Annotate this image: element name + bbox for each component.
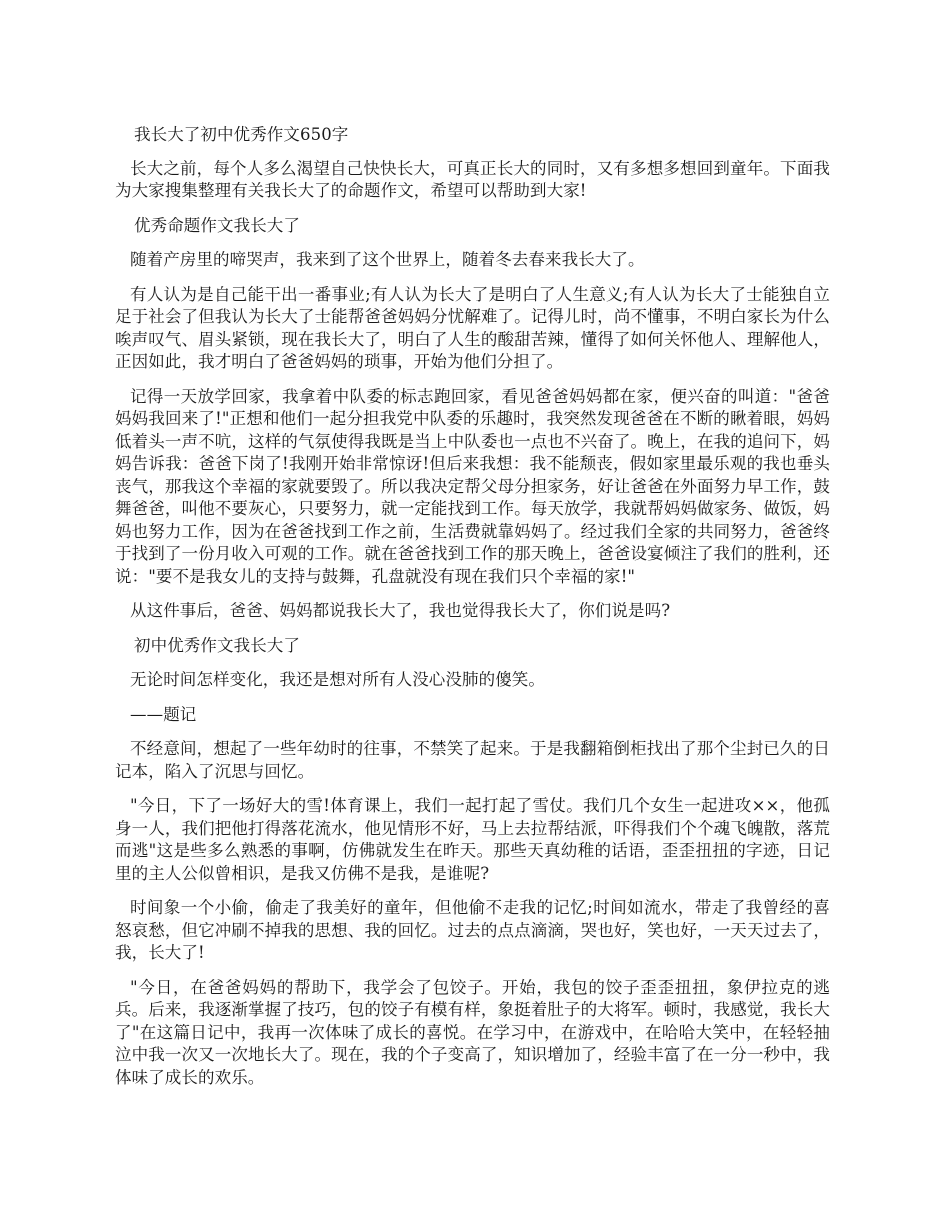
paragraph-diary: 不经意间，想起了一些年幼时的往事，不禁笑了起来。于是我翻箱倒柜找出了那个尘封已久的日记本，陷入了沉思与回忆。 [115,739,830,781]
paragraph-epigraph-source: ——题记 [130,704,197,724]
paragraph-epigraph: 无论时间怎样变化，我还是想对所有人没心没肺的傻笑。 [130,670,545,689]
paragraph-meaning: 有人认为是自己能干出一番事业;有人认为长大了是明白了人生意义;有人认为长大了士能独自立足于社会了但我认为长大了士能帮爸爸妈妈分忧解难了。记得儿时，尚不懂事，不明白家长为什么唉声叹气、眉头紧锁，现在我长大了，明白了人生的酸甜苦辣，懂得了如何关怀他人、理解他人，正因如此，我才明白了爸爸妈妈的琐事，开始为他们分担了。 [115,284,830,371]
section-heading-2: 初中优秀作文我长大了 [134,635,300,655]
document-page [115,124,830,1089]
paragraph-intro: 长大之前，每个人多么渴望自己快快长大，可真正长大的同时，又有多想多想回到童年。下面我为大家搜集整理有关我长大了的命题作文，希望可以帮助到大家! [115,158,830,200]
paragraph-time: 时间象一个小偷，偷走了我美好的童年，但他偷不走我的记忆;时间如流水，带走了我曾经的喜怒哀愁，但它冲刷不掉我的思想、我的回忆。过去的点点滴滴，哭也好，笑也好，一天天过去了，我，长大了! [115,898,830,962]
section-heading-1: 优秀命题作文我长大了 [134,215,300,235]
paragraph-after: 从这件事后，爸爸、妈妈都说我长大了，我也觉得我长大了，你们说是吗? [130,601,671,620]
paragraph-story: 记得一天放学回家，我拿着中队委的标志跑回家，看见爸爸妈妈都在家，便兴奋的叫道："爸爸妈妈我回来了!"正想和他们一起分担我党中队委的乐趣时，我突然发现爸爸在不断的瞅着眼，妈妈低着头一声不吭，这样的气氛使得我既是当上中队委也一点也不兴奋了。晚上，在我的追问下，妈妈告诉我：爸爸下岗了!我刚开始非常惊讶!但后来我想：我不能颓丧，假如家里最乐观的我也垂头丧气，那我这个幸福的家就要毁了。所以我决定帮父母分担家务，好让爸爸在外面努力早工作，鼓舞爸爸，叫他不要灰心，只要努力，就一定能找到工作。每天放学，我就帮妈妈做家务、做饭，妈妈也努力工作，因为在爸爸找到工作之前，生活费就靠妈妈了。经过我们全家的共同努力，爸爸终于找到了一份月收入可观的工作。就在爸爸找到工作的那天晚上，爸爸设宴倾注了我们的胜利，还说："要不是我女儿的支持与鼓舞，孔盘就没有现在我们只个幸福的家!" [115,386,830,586]
paragraph-birth: 随着产房里的啼哭声，我来到了这个世界上，随着冬去春来我长大了。 [130,250,645,269]
paragraph-dumplings: "今日，在爸爸妈妈的帮助下，我学会了包饺子。开始，我包的饺子歪歪扭扭，象伊拉克的逃兵。后来，我逐渐掌握了技巧，包的饺子有模有样，象挺着肚子的大将军。顿时，我感觉，我长大了"在这篇日记中，我再一次体味了成长的喜悦。在学习中，在游戏中，在哈哈大笑中，在轻轻抽泣中我一次又一次地长大了。现在，我的个子变高了，知识增加了，经验丰富了在一分一秒中，我体味了成长的欢乐。 [115,977,830,1087]
paragraph-snow: "今日，下了一场好大的雪!体育课上，我们一起打起了雪仗。我们几个女生一起进攻××，他孤身一人，我们把他打得落花流水，他见情形不好，马上去拉帮结派，吓得我们个个魂飞魄散，落荒而逃"这是些多么熟悉的事啊，仿佛就发生在昨天。那些天真幼稚的话语，歪歪扭扭的字迹，日记里的主人公似曾相识，是我又仿佛不是我，是谁呢? [115,796,830,883]
document-title: 我长大了初中优秀作文650字 [134,125,349,144]
